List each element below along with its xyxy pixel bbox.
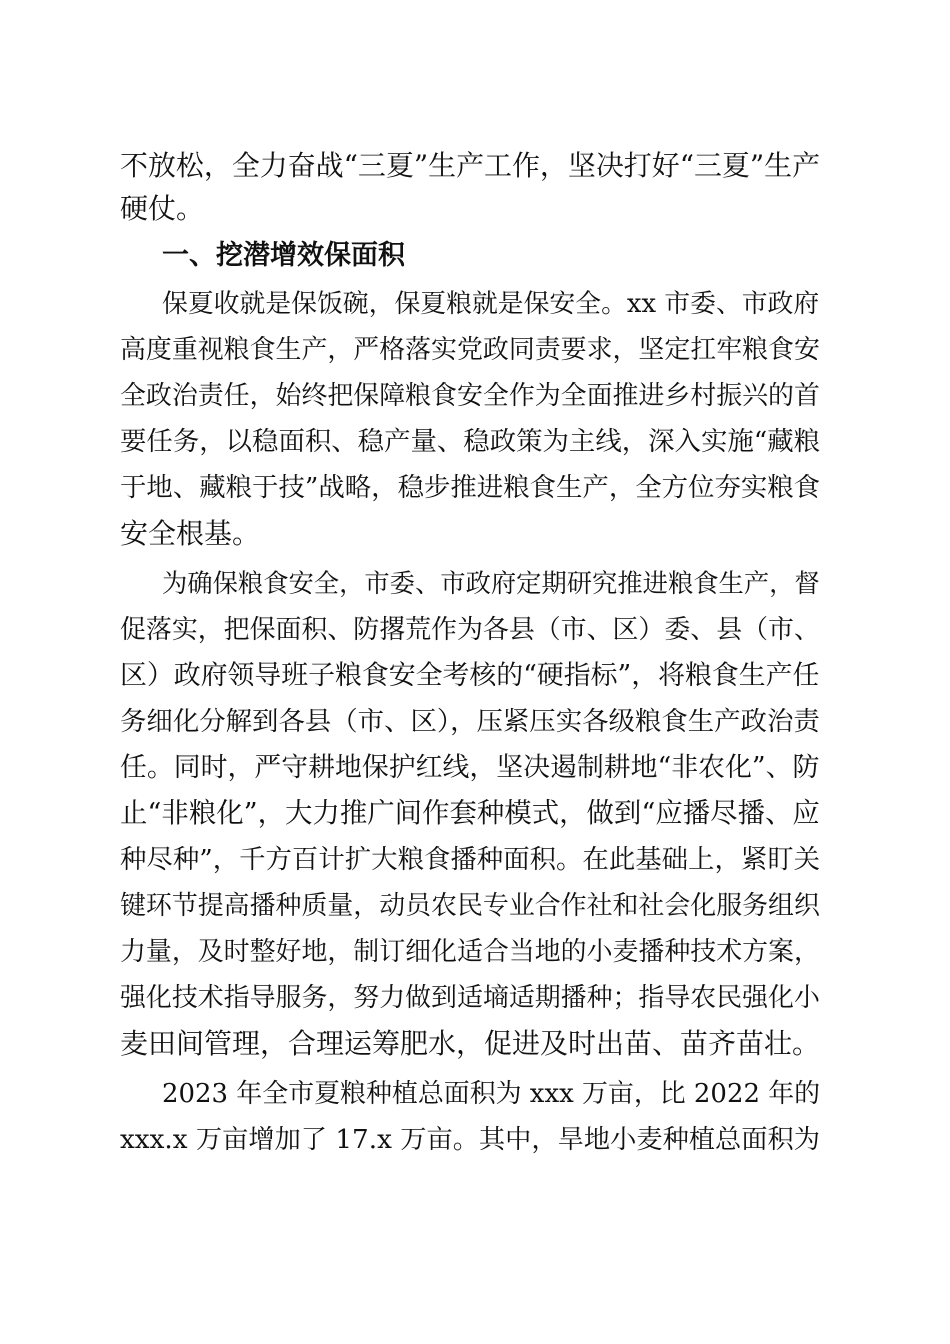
paragraph-line: 任。同时，严守耕地保护红线，坚决遏制耕地“非农化”、防 [120, 752, 820, 783]
paragraph-line: 区）政府领导班子粮食安全考核的“硬指标”，将粮食生产任 [120, 660, 820, 691]
paragraph-line: 麦田间管理，合理运筹肥水，促进及时出苗、苗齐苗壮。 [120, 1027, 821, 1060]
paragraph-line: 保夏收就是保饭碗，保夏粮就是保安全。xx 市委、市政府 [162, 289, 820, 319]
paragraph-line: xxx.x 万亩增加了 17.x 万亩。其中，旱地小麦种植总面积为 [120, 1125, 820, 1155]
paragraph-line: 强化技术指导服务，努力做到适墒适期播种；指导农民强化小 [120, 983, 820, 1013]
paragraph-line: 硬仗。 [120, 192, 205, 225]
section-heading: 一、挖潜增效保面积 [162, 240, 405, 271]
paragraph-line: 2023 年全市夏粮种植总面积为 xxx 万亩，比 2022 年的 [162, 1079, 821, 1109]
paragraph-line: 种尽种”，千方百计扩大粮食播种面积。在此基础上，紧盯关 [120, 844, 821, 875]
paragraph-line: 务细化分解到各县（市、区），压紧压实各级粮食生产政治责 [120, 706, 820, 737]
paragraph-line: 全政治责任，始终把保障粮食安全作为全面推进乡村振兴的首 [120, 381, 820, 411]
paragraph-line: 要任务，以稳面积、稳产量、稳政策为主线，深入实施“藏粮 [120, 426, 821, 457]
paragraph-line: 力量，及时整好地，制订细化适合当地的小麦播种技术方案， [120, 937, 820, 967]
paragraph-line: 高度重视粮食生产，严格落实党政同责要求，坚定扛牢粮食安 [120, 335, 820, 365]
paragraph-line: 止“非粮化”，大力推广间作套种模式，做到“应播尽播、应 [120, 798, 820, 829]
paragraph-line: 于地、藏粮于技”战略，稳步推进粮食生产，全方位夯实粮食 [120, 472, 821, 503]
paragraph-line: 为确保粮食安全，市委、市政府定期研究推进粮食生产，督 [162, 569, 820, 598]
paragraph-line: 键环节提高播种质量，动员农民专业合作社和社会化服务组织 [120, 891, 820, 921]
paragraph-line: 促落实，把保面积、防撂荒作为各县（市、区）委、县（市、 [120, 615, 820, 645]
paragraph-line: 安全根基。 [120, 517, 261, 550]
paragraph-line: 不放松，全力奋战“三夏”生产工作，坚决打好“三夏”生产 [120, 149, 821, 182]
